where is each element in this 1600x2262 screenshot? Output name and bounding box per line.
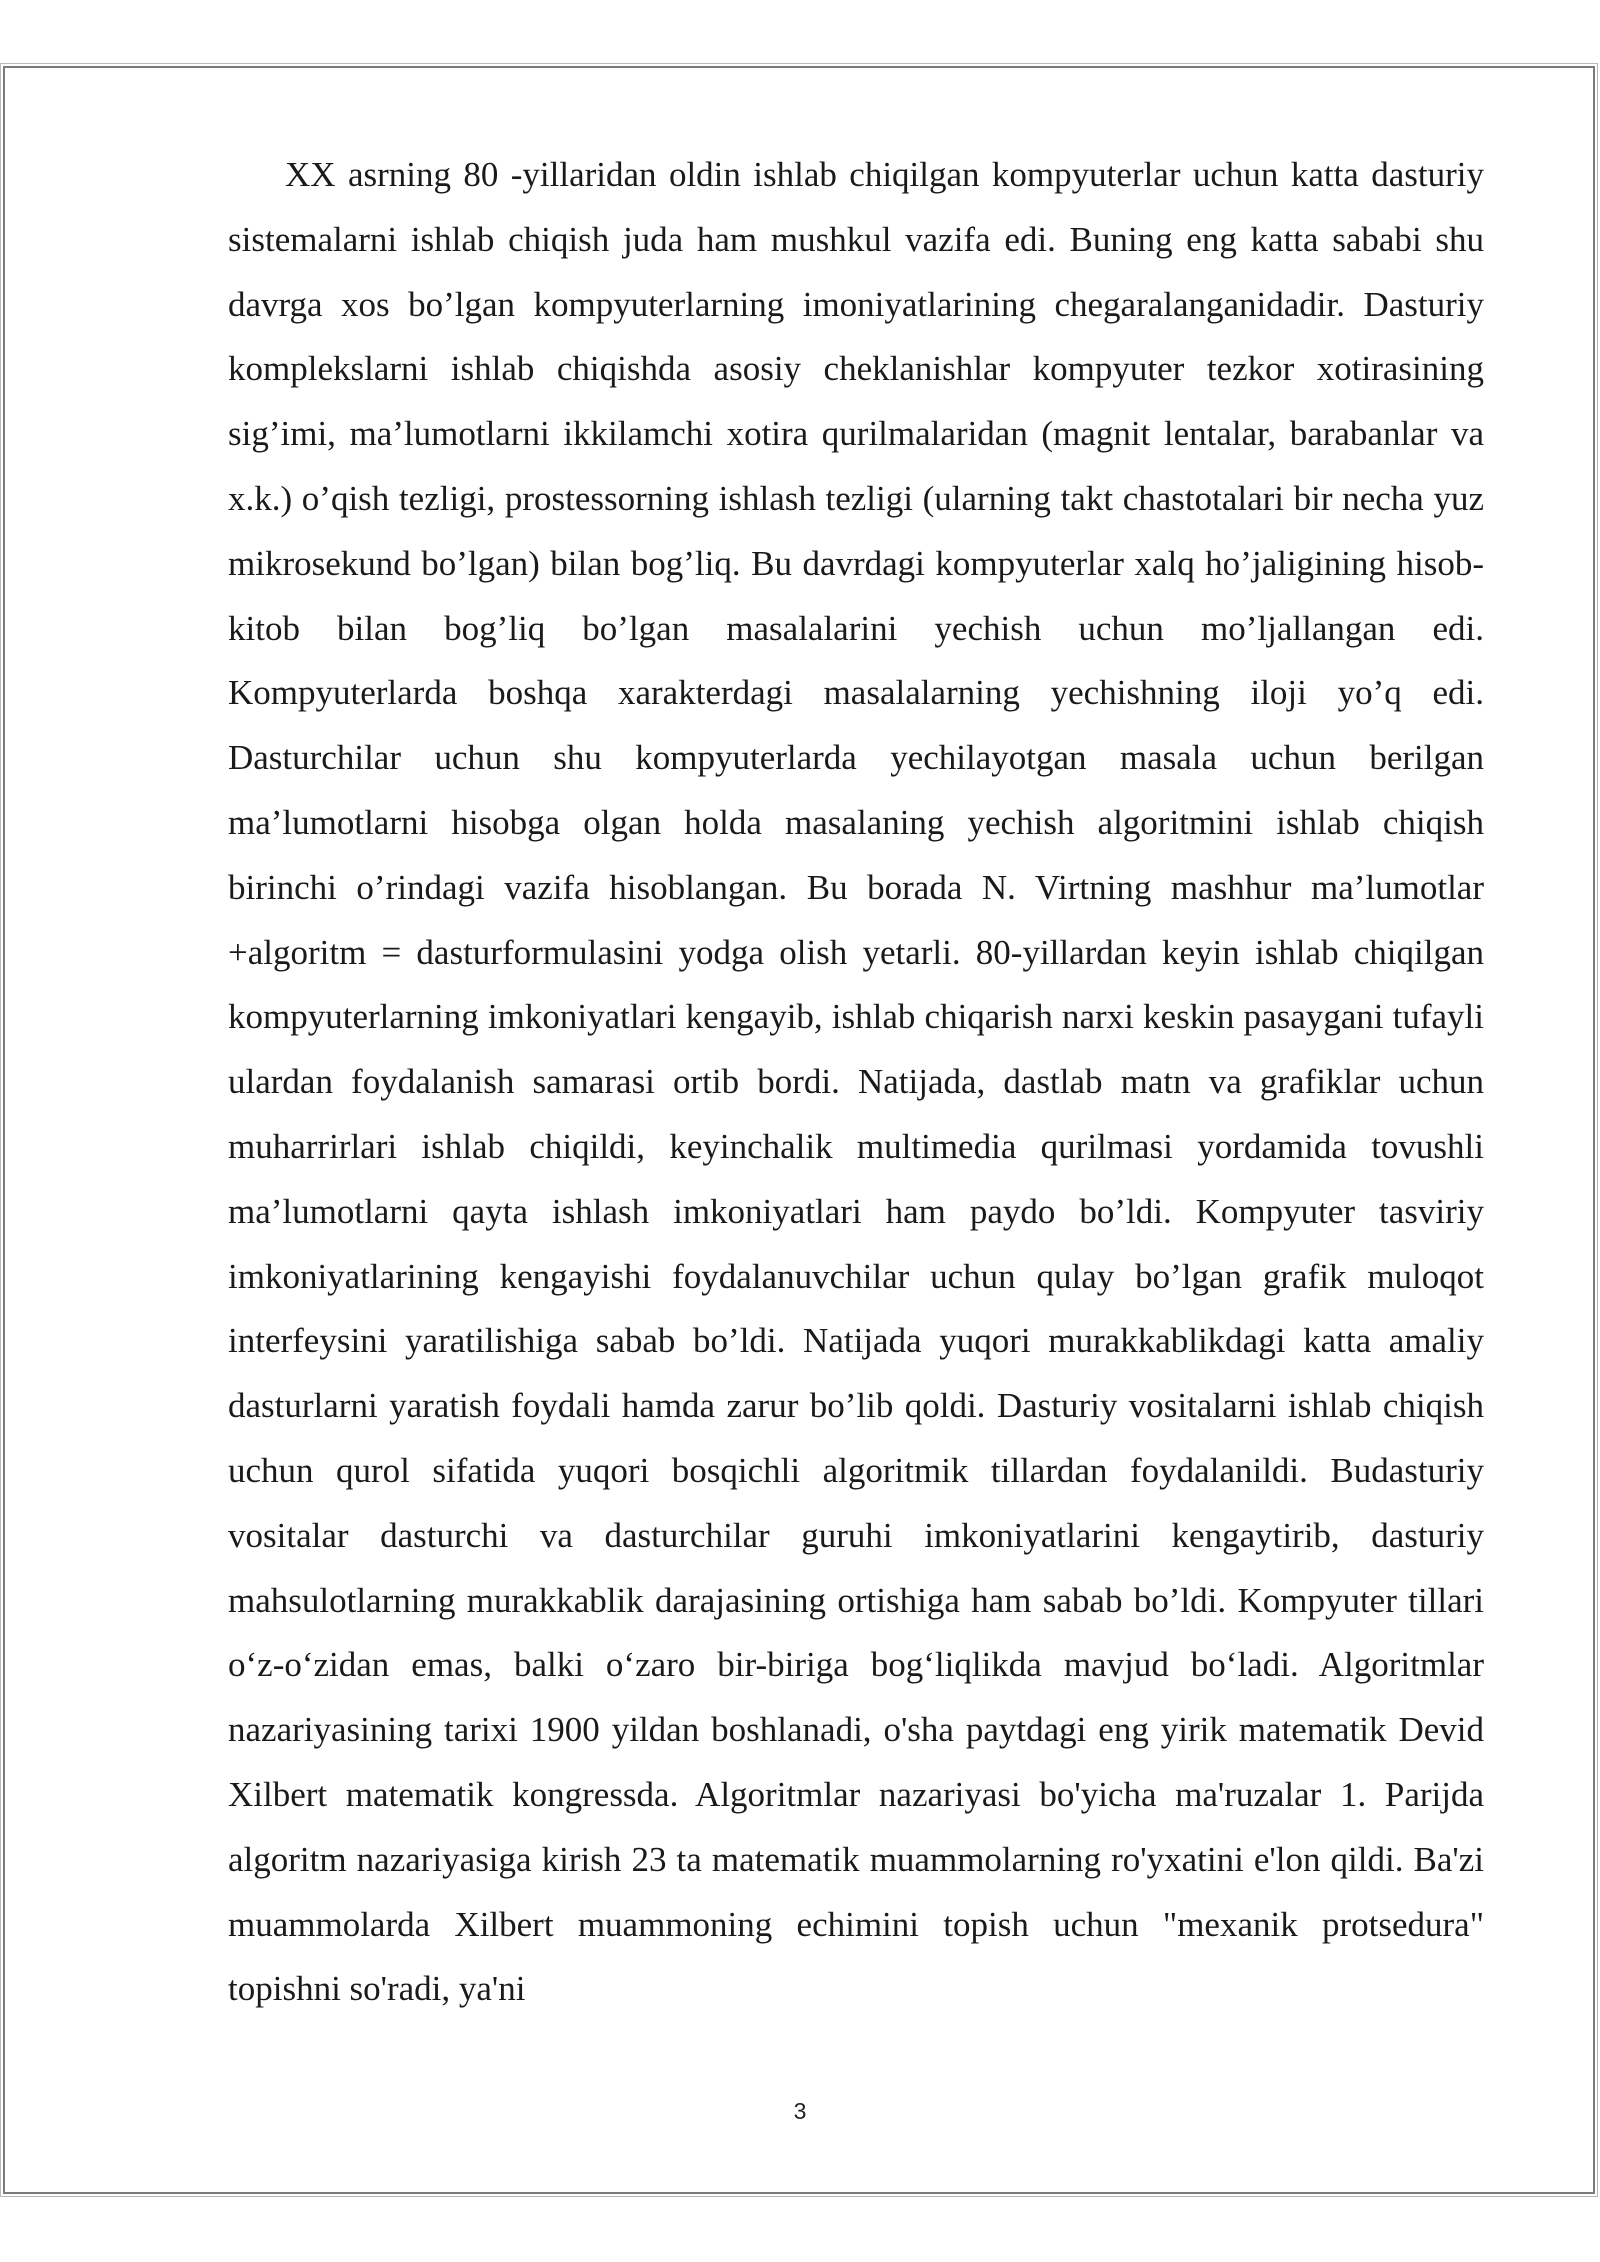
page-number: 3 [793,2098,807,2124]
body-paragraph: XX asrning 80 -yillaridan oldin ishlab chiqilgan kompyuterlar uchun katta dasturiy sistemalarni ishlab chiqish juda ham mushkul vazifa edi. Buning eng katta sababi shu davrga xos bo’lgan kompyuterlarning imoniyatlarining chegaralanganidadir. Dasturiy komplekslarni ishlab chiqishda asosiy cheklanishlar kompyuter tezkor xotirasining sig’imi, ma’lumotlarni ikkilamchi xotira qurilmalaridan (magnit lentalar, barabanlar va x.k.) o’qish tezligi, prostessorning ishlash tezligi (ularning takt chastotalari bir necha yuz mikrosekund bo’lgan) bilan bog’liq. Bu davrdagi kompyuterlar xalq ho’jaligining hisob-kitob bilan bog’liq bo’lgan masalalarini yechish uchun mo’ljallangan edi. Kompyuterlarda boshqa xarakterdagi masalalarning yechishning iloji yo’q edi. Dasturchilar uchun shu kompyuterlarda yechilayotgan masala uchun berilgan ma’lumotlarni hisobga olgan holda masalaning yechish algoritmini ishlab chiqish birinchi o’rindagi vazifa hisoblangan. Bu borada N. Virtning mashhur ma’lumotlar +algoritm = dasturformulasini yodga olish yetarli. 80-yillardan keyin ishlab chiqilgan kompyuterlarning imkoniyatlari kengayib, ishlab chiqarish narxi keskin pasaygani tufayli ulardan foydalanish samarasi ortib bordi. Natijada, dastlab matn va grafiklar uchun muharrirlari ishlab chiqildi, keyinchalik multimedia qurilmasi yordamida tovushli ma’lumotlarni qayta ishlash imkoniyatlari ham paydo bo’ldi. Kompyuter tasviriy imkoniyatlarining kengayishi foydalanuvchilar uchun qulay bo’lgan grafik muloqot interfeysini yaratilishiga sabab bo’ldi. Natijada yuqori murakkablikdagi katta amaliy dasturlarni yaratish foydali hamda zarur bo’lib qoldi. Dasturiy vositalarni ishlab chiqish uchun qurol sifatida yuqori bosqichli algoritmik tillardan foydalanildi. Budasturiy vositalar dasturchi va dasturchilar guruhi imkoniyatlarini kengaytirib, dasturiy mahsulotlarning murakkablik darajasining ortishiga ham sabab bo’ldi. Kompyuter tillari o‘z-o‘zidan emas, balki o‘zaro bir-biriga bog‘liqlikda mavjud bo‘ladi. Algoritmlar nazariyasining tarixi 1900 yildan boshlanadi, o'sha paytdagi eng yirik matematik Devid Xilbert matematik kongressda. Algoritmlar nazariyasi bo'yicha ma'ruzalar 1. Parijda algoritm nazariyasiga kirish 23 ta matematik muammolarning ro'yxatini e'lon qildi. Ba'zi muammolarda Xilbert muammoning echimini topish uchun "mexanik protsedura" topishni so'radi, ya'ni [228,155,1484,2009]
